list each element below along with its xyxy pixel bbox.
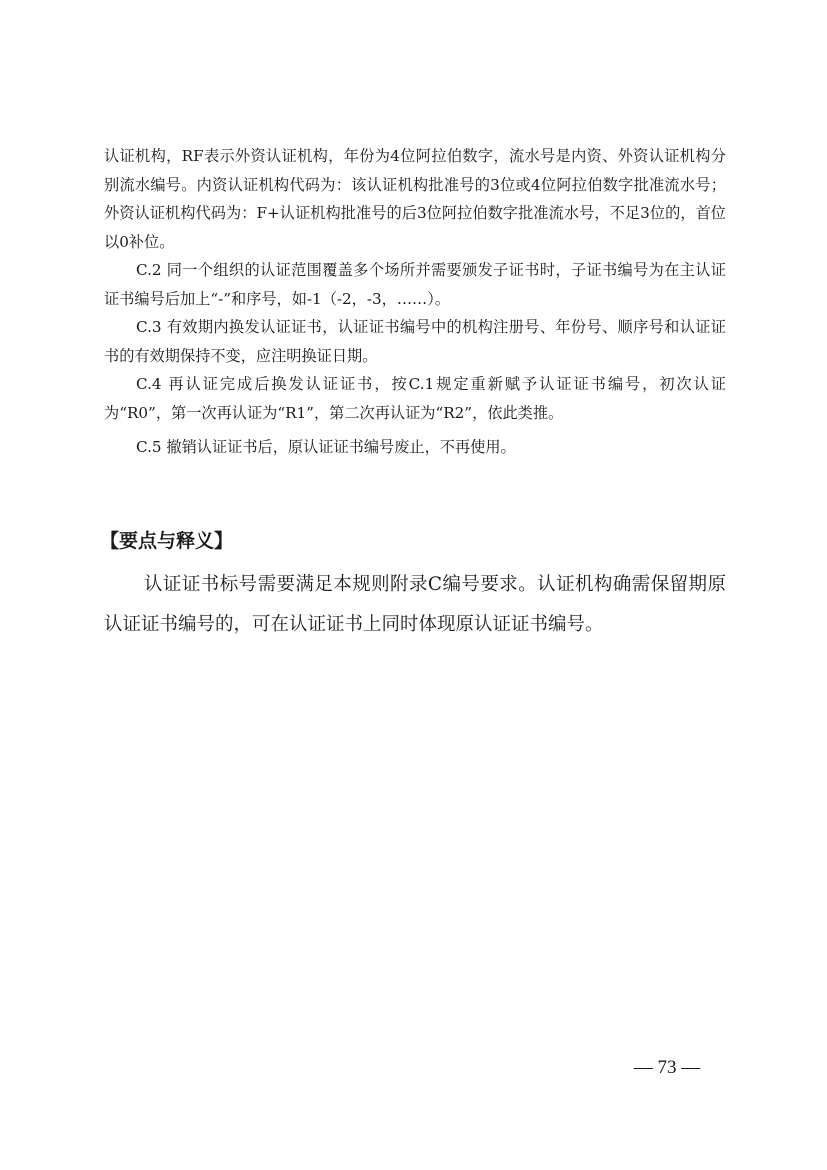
clause-c3: C.3 有效期内换发认证证书，认证证书编号中的机构注册号、年份号、顺序号和认证证书的有效期保持不变，应注明换证日期。 [104, 318, 726, 365]
key-points-body [104, 565, 726, 645]
key-points-paragraph: 认证证书标号需要满足本规则附录C编号要求。认证机构确需保留期原认证证书编号的，可在认证证书上同时体现原认证证书编号。 [104, 574, 726, 635]
key-points-heading: 【要点与释义】 [100, 530, 234, 552]
continued-paragraph: 认证机构，RF表示外资认证机构，年份为4位阿拉伯数字，流水号是内资、外资认证机构分别流水编号。内资认证机构代码为：该认证机构批准号的3位或4位阿拉伯数字批准流水号；外资认证机构代码为：F+认证机构批准号的后3位阿拉伯数字批准流水号，不足3位的，首位以0补位。 [104, 147, 726, 251]
page-number: — 73 — [633, 1057, 701, 1078]
clause-c4: C.4 再认证完成后换发认证证书，按C.1规定重新赋予认证证书编号，初次认证为“R0”，第一次再认证为“R1”，第二次再认证为“R2”，依此类推。 [104, 375, 726, 422]
clause-c5: C.5 撤销认证证书后，原认证证书编号废止，不再使用。 [136, 438, 516, 456]
clause-c2: C.2 同一个组织的认证范围覆盖多个场所并需要颁发子证书时，子证书编号为在主认证证书编号后加上“-”和序号，如-1（-2，-3，……）。 [104, 261, 726, 308]
appendix-c-text [104, 142, 726, 462]
